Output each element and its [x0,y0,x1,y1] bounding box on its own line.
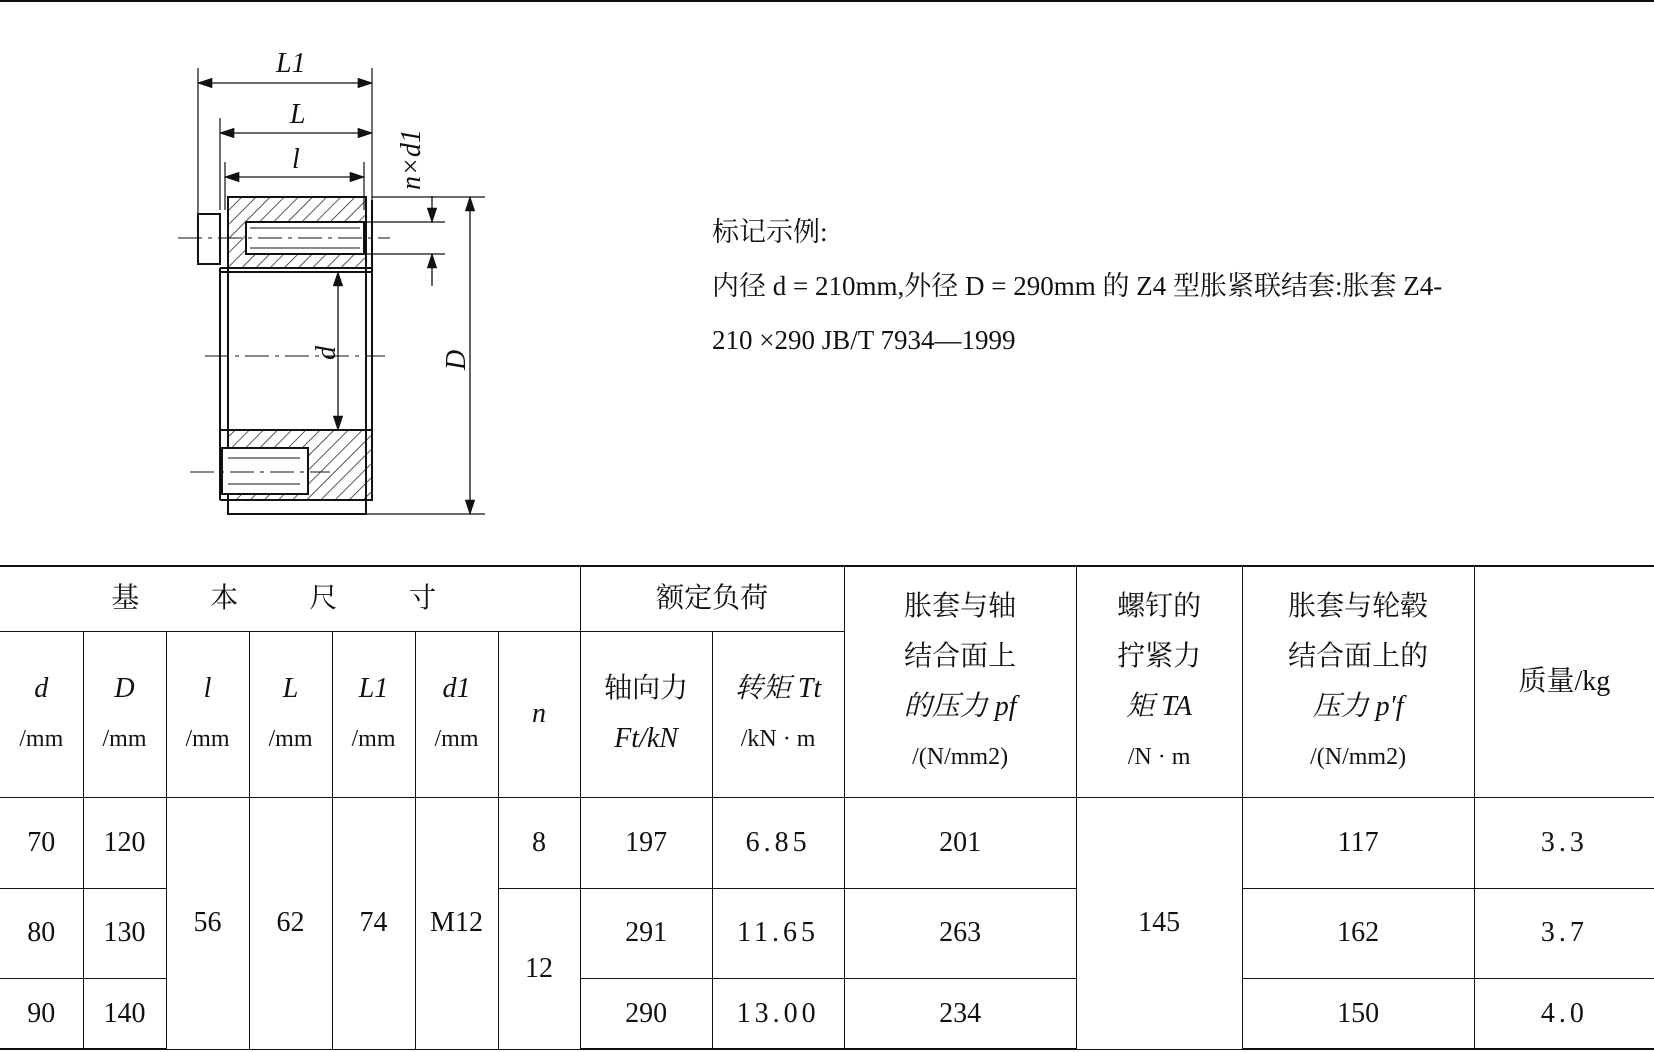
cell-Ft: 290 [580,979,712,1049]
cell-d1: M12 [415,797,498,1049]
header-L1: L1 /mm [332,631,415,797]
cell-l: 56 [166,797,249,1049]
header-tightening-torque: 螺钉的 拧紧力 矩 TA /N · m [1076,566,1242,797]
dim-label-d: d [311,346,342,360]
dim-label-D: D [441,349,472,370]
header-shaft-pressure: 胀套与轴 结合面上 的压力 pf /(N/mm2) [844,566,1076,797]
spec-table [0,565,1654,1050]
cell-mass: 4.0 [1474,979,1654,1049]
cell-mass: 3.7 [1474,888,1654,979]
cell-L: 62 [249,797,332,1049]
cell-Tt: 6.85 [712,797,844,888]
cell-d: 80 [0,888,83,979]
cell-d: 90 [0,979,83,1049]
dim-label-L1: L1 [276,48,306,79]
example-title: 标记示例: [712,217,828,247]
dim-label-l: l [292,144,300,175]
cell-L1: 74 [332,797,415,1049]
cell-pf-hub: 150 [1242,979,1474,1049]
header-hub-pressure: 胀套与轮毂 结合面上的 压力 p′f /(N/mm2) [1242,566,1474,797]
marking-example [712,205,1632,367]
cell-pf: 263 [844,888,1076,979]
cell-pf: 201 [844,797,1076,888]
header-axial-force: 轴向力 Ft/kN [580,631,712,797]
header-mass: 质量/kg [1474,566,1654,797]
cell-d: 70 [0,797,83,888]
cell-pf-hub: 162 [1242,888,1474,979]
cell-mass: 3.3 [1474,797,1654,888]
cell-D: 140 [83,979,166,1049]
cell-D: 130 [83,888,166,979]
cell-D: 120 [83,797,166,888]
dim-label-L: L [290,99,306,130]
header-L: L /mm [249,631,332,797]
cell-n: 12 [498,888,580,1049]
dim-label-n-d1: n×d1 [396,129,427,190]
cell-Ft: 197 [580,797,712,888]
example-line-2: 210 ×290 JB/T 7934—1999 [712,325,1016,355]
header-n: n [498,631,580,797]
cell-Tt: 13.00 [712,979,844,1049]
example-line-1: 内径 d = 210mm,外径 D = 290mm 的 Z4 型胀紧联结套:胀套 Z4- [712,271,1443,301]
header-l: l /mm [166,631,249,797]
header-d: d /mm [0,631,83,797]
header-d1: d1 /mm [415,631,498,797]
header-D: D /mm [83,631,166,797]
header-rated-load: 额定负荷 [580,566,844,631]
cell-pf: 234 [844,979,1076,1049]
cell-Tt: 11.65 [712,888,844,979]
header-torque: 转矩 Tt /kN · m [712,631,844,797]
cell-n: 8 [498,797,580,888]
cell-TA: 145 [1076,797,1242,1049]
cell-Ft: 291 [580,888,712,979]
cell-pf-hub: 117 [1242,797,1474,888]
header-basic-dimensions: 基 本 尺 寸 [0,566,580,631]
expansion-sleeve-drawing [0,0,700,530]
